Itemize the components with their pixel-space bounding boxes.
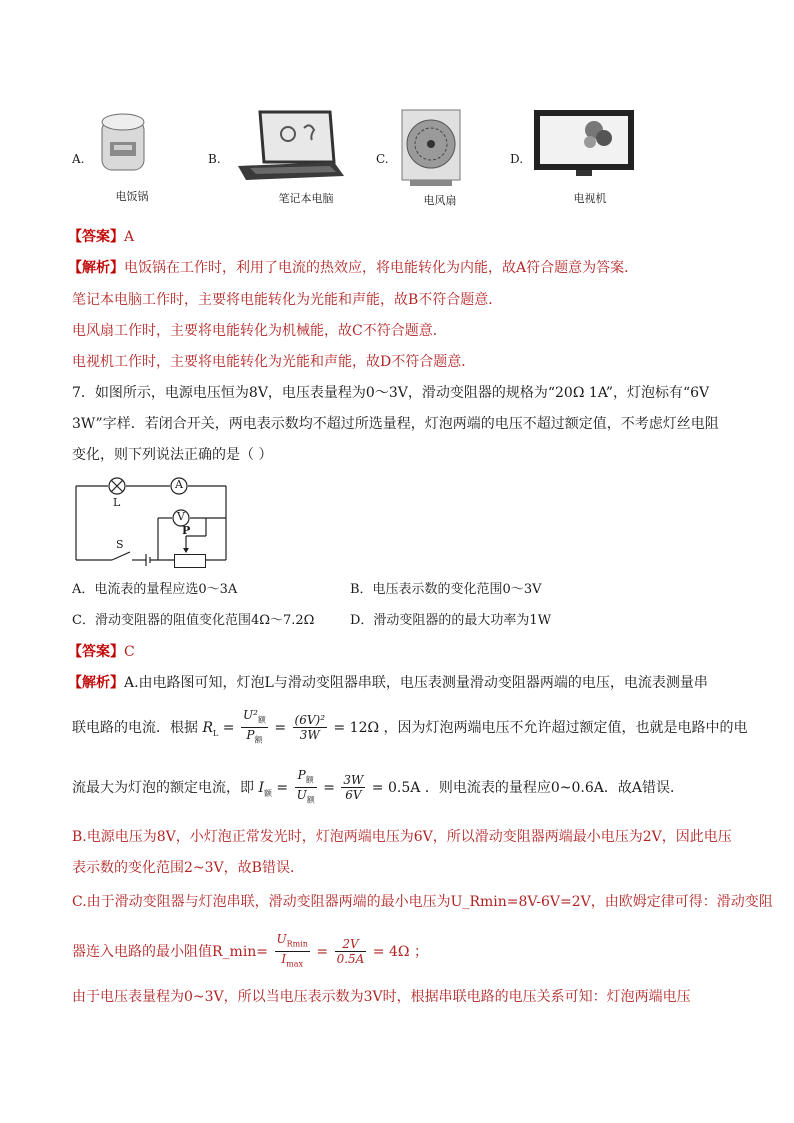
q7-answer-label: 【答案】 xyxy=(68,644,124,660)
q7-a2-prefix: 联电路的电流．根据 xyxy=(72,719,198,736)
option-d-letter: D. xyxy=(510,152,524,166)
rice-cooker-photo xyxy=(92,106,152,184)
q7-answer xyxy=(68,643,135,661)
laptop-photo xyxy=(230,106,348,186)
electric-fan-photo xyxy=(398,108,464,188)
q6-analysis-line: 电风扇工作时，主要将电能转化为机械能，故C不符合题意． xyxy=(72,323,447,339)
q7-c2-prefix: 器连入电路的最小阻值R_min= xyxy=(72,943,269,960)
television-photo xyxy=(530,108,638,186)
slider-label: P xyxy=(182,524,191,537)
q7-choice-d: D．滑动变阻器的的最大功率为1W xyxy=(350,613,552,628)
q6-analysis-line: 笔记本电脑工作时，主要将电能转化为光能和声能，故B不符合题意． xyxy=(72,292,503,308)
option-a-letter: A. xyxy=(72,152,85,166)
formula-rl: $R_L$ = $\frac{U^2_额}{P_额}$ = $\frac{\text{(6V)²}}{3W}$ = 12Ω xyxy=(202,708,380,745)
rheostat-icon xyxy=(174,554,206,568)
q7-answer-value: C xyxy=(124,644,135,660)
q6-analysis-label: 【解析】 xyxy=(68,260,124,276)
q7-analysis-b2: 表示数的变化范围2~3V，故B错误． xyxy=(72,860,304,876)
q7-analysis-a2 xyxy=(72,708,748,748)
lamp-label: L xyxy=(113,496,121,509)
lamp-icon xyxy=(108,477,126,495)
q7-analysis-line xyxy=(68,674,708,692)
q7-choice-c: C．滑动变阻器的阻值变化范围4Ω～7.2Ω xyxy=(72,613,315,628)
circuit-diagram xyxy=(70,474,240,570)
formula-rmin: $\frac{U_{Rmin}}{I_{max}}$ = $\frac{2V}{0.5A}$ = 4Ω xyxy=(276,932,410,969)
q7-analysis-c2 xyxy=(72,932,428,972)
q7-analysis-label: 【解析】 xyxy=(68,675,124,691)
q7-analysis-b1: B.电源电压为8V，小灯泡正常发光时，灯泡两端电压为6V，所以滑动变阻器两端最小电压为2V，因此电压 xyxy=(72,829,732,845)
q7-analysis-a3 xyxy=(72,768,684,808)
option-c-caption: 电风扇 xyxy=(423,194,457,207)
q7-stem-line: 变化，则下列说法正确的是（ ） xyxy=(72,447,273,463)
q6-answer-value: A xyxy=(124,229,135,245)
q6-analysis-line xyxy=(68,259,638,277)
q7-stem-line: 3W”字样．若闭合开关，两电表示数均不超过所选量程，灯泡两端的电压不超过额定值，不考虑灯丝电阻 xyxy=(72,416,719,432)
q6-answer xyxy=(68,228,134,246)
switch-label: S xyxy=(116,538,124,551)
q7-analysis-c1: C.由于滑动变阻器与灯泡串联，滑动变阻器两端的最小电压为U_Rmin=8V-6V=2V，由欧姆定律可得：滑动变阻 xyxy=(72,894,773,910)
option-d-caption: 电视机 xyxy=(573,192,607,205)
q6-analysis-text: 电饭锅在工作时，利用了电流的热效应，将电能转化为内能，故A符合题意为答案． xyxy=(124,260,639,276)
formula-i: $I_额$ = $\frac{P_额}{U_额}$ = $\frac{3W}{6V}$ = 0.5A xyxy=(258,768,421,805)
q7-a3-suffix: ．则电流表的量程应0~0.6A．故A错误． xyxy=(424,779,684,796)
ammeter-label: A xyxy=(175,478,183,491)
q7-choice-a: A．电流表的量程应选0～3A xyxy=(72,582,238,597)
option-c-letter: C. xyxy=(376,152,389,166)
q7-a2-suffix: ，因为灯泡两端电压不允许超过额定值，也就是电路中的电 xyxy=(383,719,748,736)
option-a-caption: 电饭锅 xyxy=(115,190,149,203)
voltmeter-label: V xyxy=(177,510,185,523)
q7-analysis-a1: A.由电路图可知，灯泡L与滑动变阻器串联，电压表测量滑动变阻器两端的电压，电流表测量串 xyxy=(124,675,708,691)
q7-a3-prefix: 流最大为灯泡的额定电流，即 xyxy=(72,779,254,796)
option-b-letter: B. xyxy=(208,152,221,166)
q6-analysis-line: 电视机工作时，主要将电能转化为光能和声能，故D不符合题意． xyxy=(72,354,476,370)
q7-choice-b: B．电压表示数的变化范围0～3V xyxy=(350,582,542,597)
q7-analysis-c3: 由于电压表量程为0~3V，所以当电压表示数为3V时，根据串联电路的电压关系可知：灯泡两端电压 xyxy=(72,989,691,1005)
q6-answer-label: 【答案】 xyxy=(68,229,124,245)
option-b-caption: 笔记本电脑 xyxy=(278,192,334,205)
q7-stem-line: 7．如图所示，电源电压恒为8V，电压表量程为0～3V，滑动变阻器的规格为“20Ω 1A”，灯泡标有“6V xyxy=(72,385,710,401)
q7-c2-suffix: ； xyxy=(413,943,428,960)
